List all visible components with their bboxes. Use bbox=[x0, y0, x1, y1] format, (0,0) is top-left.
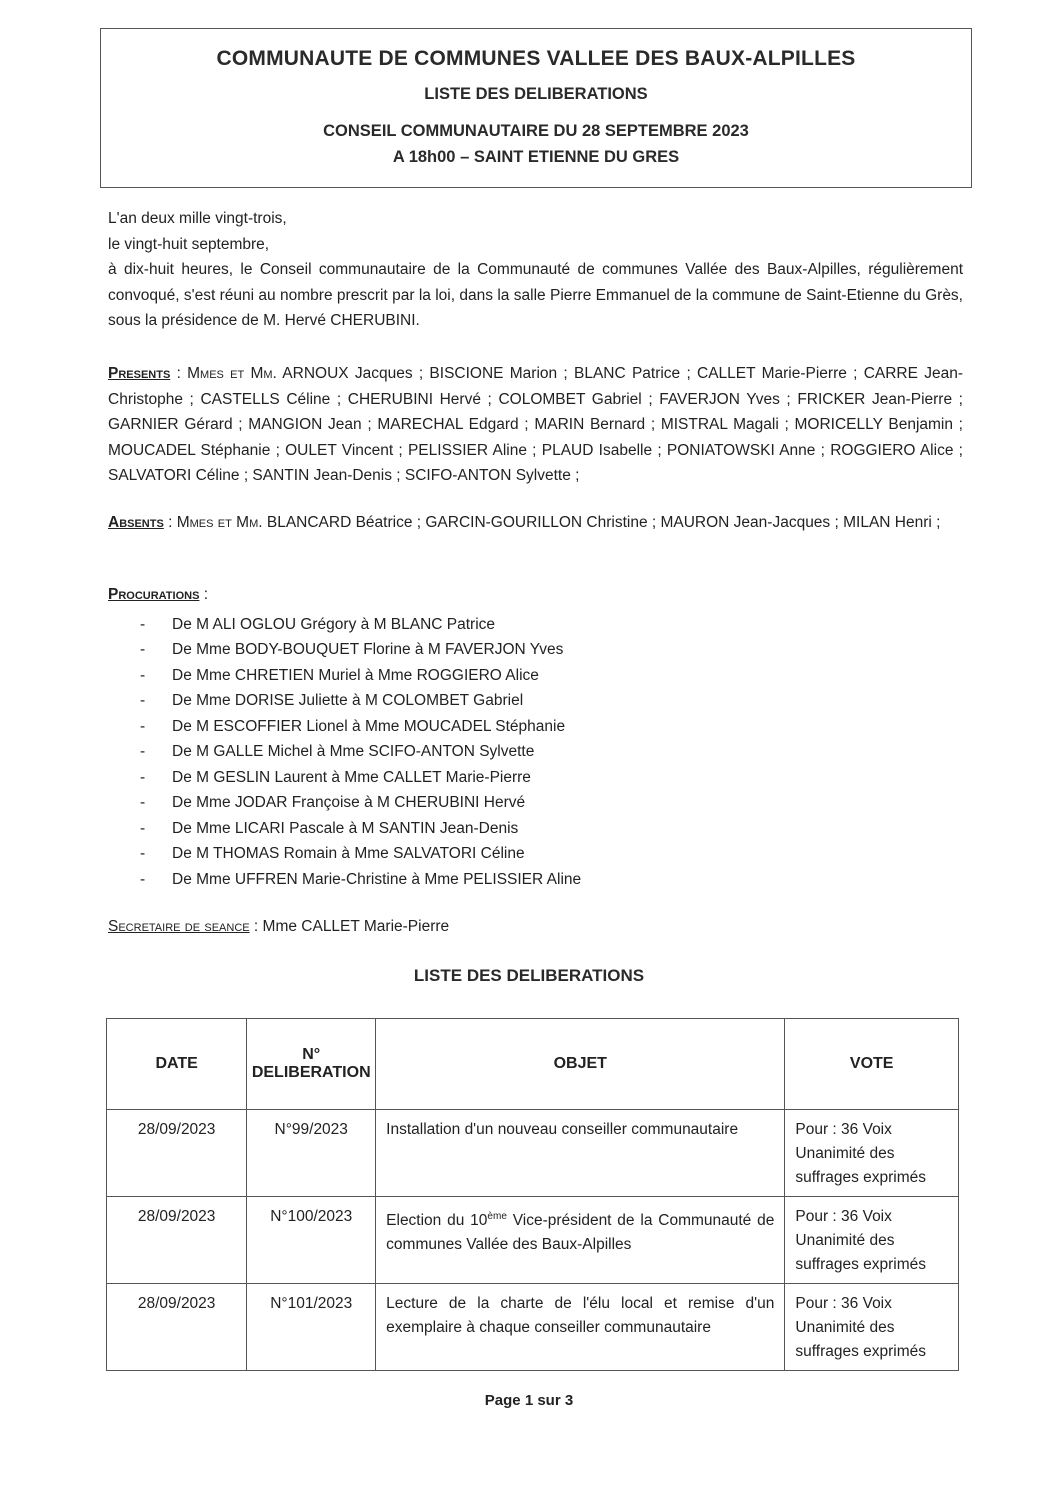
deliberations-table bbox=[106, 1018, 959, 1371]
table-row bbox=[107, 1110, 959, 1197]
row-vote: Pour : 36 Voix Unanimité des suffrages exprimés bbox=[785, 1110, 959, 1197]
header-object: OBJET bbox=[376, 1019, 785, 1110]
row-vote: Pour : 36 Voix Unanimité des suffrages exprimés bbox=[785, 1197, 959, 1284]
procurations-list bbox=[108, 612, 963, 893]
absents-prefix: Mmes et Mm. bbox=[176, 514, 263, 531]
list-item: - De M GALLE Michel à Mme SCIFO-ANTON Sylvette bbox=[108, 739, 963, 765]
header-vote: VOTE bbox=[785, 1019, 959, 1110]
table-row bbox=[107, 1197, 959, 1284]
deliberations-list-title: LISTE DES DELIBERATIONS bbox=[413, 966, 645, 985]
intro-paragraph: à dix-huit heures, le Conseil communautaire de la Communauté de communes Vallée des Baux-Alpilles, régulièrement convoqué, s'est réuni au nombre prescrit par la loi, dans la salle Pierre Emmanuel de la commune de Saint-Etienne du Grès, sous la présidence de M. Hervé CHERUBINI. bbox=[108, 261, 963, 329]
absents-section: Absents : Mmes et Mm. BLANCARD Béatrice ; GARCIN-GOURILLON Christine ; MAURON Jean-Jacques ; MILAN Henri ; bbox=[108, 514, 941, 531]
list-item: - De Mme DORISE Juliette à M COLOMBET Gabriel bbox=[108, 688, 963, 714]
secretary-label: Secretaire de seance bbox=[108, 918, 250, 935]
organization-title: COMMUNAUTE DE COMMUNES VALLEE DES BAUX-ALPILLES bbox=[216, 47, 856, 70]
intro-text bbox=[108, 206, 963, 334]
list-item: - De Mme CHRETIEN Muriel à Mme ROGGIERO Alice bbox=[108, 663, 963, 689]
dash-marker: - bbox=[140, 870, 146, 888]
procurations-section: Procurations : - De M ALI OGLOU Grégory à M BLANC Patrice - De Mme BODY-BOUQUET Florine à M FAVERJON Yves - De Mme CHRETIEN Muriel à Mme ROGGIERO Alice - De Mme DORISE Juliette à M COLOMBET Gabriel - De M ESCOFFIER Lionel à Mme MOUCADEL Stéphanie - De M GALLE Michel à Mme SCIFO-ANTON Sylvette - De M GESLIN Laurent à Mme CALLET Marie-Pierre - De Mme JODAR Françoise à M CHERUBINI Hervé - De Mme LICARI Pascale à M SANTIN Jean-Denis - De M THOMAS Romain à Mme SALVATORI Céline - De Mme UFFREN Marie-Christine à Mme PELISSIER Aline bbox=[108, 582, 963, 892]
secretary-section: Secretaire de seance : Mme CALLET Marie-Pierre bbox=[108, 918, 450, 935]
presents-label: Presents bbox=[108, 365, 171, 382]
row-object: Installation d'un nouveau conseiller communautaire bbox=[376, 1110, 785, 1197]
table-header-row bbox=[107, 1019, 959, 1110]
row-number: N°99/2023 bbox=[247, 1110, 376, 1197]
list-item: - De Mme JODAR Françoise à M CHERUBINI Hervé bbox=[108, 790, 963, 816]
dash-marker: - bbox=[140, 768, 146, 786]
list-item: - De M THOMAS Romain à Mme SALVATORI Céline bbox=[108, 841, 963, 867]
meeting-info bbox=[101, 118, 971, 170]
list-item: - De Mme LICARI Pascale à M SANTIN Jean-Denis bbox=[108, 816, 963, 842]
absents-label: Absents bbox=[108, 514, 164, 531]
dash-marker: - bbox=[140, 666, 146, 684]
dash-marker: - bbox=[140, 794, 146, 811]
page-number: Page 1 sur 3 bbox=[484, 1392, 574, 1409]
row-object: Election du 10ème Vice-président de la Communauté de communes Vallée des Baux-Alpilles bbox=[376, 1197, 785, 1284]
intro-year: L'an deux mille vingt-trois, bbox=[108, 210, 287, 227]
presents-names: ARNOUX Jacques ; BISCIONE Marion ; BLANC Patrice ; CALLET Marie-Pierre ; CARRE Jean-Christophe ; CASTELLS Céline ; CHERUBINI Hervé ; COLOMBET Gabriel ; FAVERJON Yves ; FRICKER Jean-Pierre ; GARNIER Gérard ; MANGION Jean ; MARECHAL Edgard ; MARIN Bernard ; MISTRAL Magali ; MORICELLY Benjamin ; MOUCADEL Stéphanie ; OULET Vincent ; PELISSIER Aline ; PLAUD Isabelle ; PONIATOWSKI Anne ; ROGGIERO Alice ; SALVATORI Céline ; SANTIN Jean-Denis ; SCIFO-ANTON Sylvette ; bbox=[108, 365, 963, 484]
dash-marker: - bbox=[140, 743, 146, 760]
meeting-place-line: A 18h00 – SAINT ETIENNE DU GRES bbox=[392, 148, 680, 166]
dash-marker: - bbox=[140, 641, 146, 658]
list-item: - De M ESCOFFIER Lionel à Mme MOUCADEL Stéphanie bbox=[108, 714, 963, 740]
intro-date: le vingt-huit septembre, bbox=[108, 235, 270, 253]
meeting-date-line: CONSEIL COMMUNAUTAIRE DU 28 SEPTEMBRE 2023 bbox=[323, 122, 749, 140]
dash-marker: - bbox=[140, 615, 146, 633]
dash-marker: - bbox=[140, 692, 146, 709]
list-item: - De Mme BODY-BOUQUET Florine à M FAVERJON Yves bbox=[108, 637, 963, 663]
list-item: - De M ALI OGLOU Grégory à M BLANC Patrice bbox=[108, 612, 963, 638]
dash-marker: - bbox=[140, 845, 146, 862]
row-vote: Pour : 36 Voix Unanimité des suffrages exprimés bbox=[785, 1284, 959, 1371]
secretary-value: Mme CALLET Marie-Pierre bbox=[262, 918, 450, 935]
presents-prefix: Mmes et Mm. bbox=[187, 365, 277, 382]
header-number: N° DELIBERATION bbox=[247, 1019, 376, 1110]
list-item: - De Mme UFFREN Marie-Christine à Mme PELISSIER Aline bbox=[108, 867, 963, 893]
row-object: Lecture de la charte de l'élu local et remise d'un exemplaire à chaque conseiller communautaire bbox=[376, 1284, 785, 1371]
table-row bbox=[107, 1284, 959, 1371]
document-header bbox=[100, 28, 972, 188]
list-item: - De M GESLIN Laurent à Mme CALLET Marie-Pierre bbox=[108, 765, 963, 791]
dash-marker: - bbox=[140, 717, 146, 735]
row-number: N°100/2023 bbox=[247, 1197, 376, 1284]
row-date: 28/09/2023 bbox=[107, 1110, 247, 1197]
header-date: DATE bbox=[107, 1019, 247, 1110]
document-subtitle: LISTE DES DELIBERATIONS bbox=[424, 85, 648, 103]
dash-marker: - bbox=[140, 819, 146, 837]
absents-names: BLANCARD Béatrice ; GARCIN-GOURILLON Christine ; MAURON Jean-Jacques ; MILAN Henri ; bbox=[266, 514, 941, 531]
row-date: 28/09/2023 bbox=[107, 1197, 247, 1284]
procurations-label: Procurations bbox=[108, 586, 200, 603]
row-date: 28/09/2023 bbox=[107, 1284, 247, 1371]
row-number: N°101/2023 bbox=[247, 1284, 376, 1371]
presents-section: Presents : Mmes et Mm. ARNOUX Jacques ; BISCIONE Marion ; BLANC Patrice ; CALLET Marie-Pierre ; CARRE Jean-Christophe ; CASTELLS Céline ; CHERUBINI Hervé ; COLOMBET Gabriel ; FAVERJON Yves ; FRICKER Jean-Pierre ; GARNIER Gérard ; MANGION Jean ; MARECHAL Edgard ; MARIN Bernard ; MISTRAL Magali ; MORICELLY Benjamin ; MOUCADEL Stéphanie ; OULET Vincent ; PELISSIER Aline ; PLAUD Isabelle ; PONIATOWSKI Anne ; ROGGIERO Alice ; SALVATORI Céline ; SANTIN Jean-Denis ; SCIFO-ANTON Sylvette ; bbox=[108, 365, 963, 484]
